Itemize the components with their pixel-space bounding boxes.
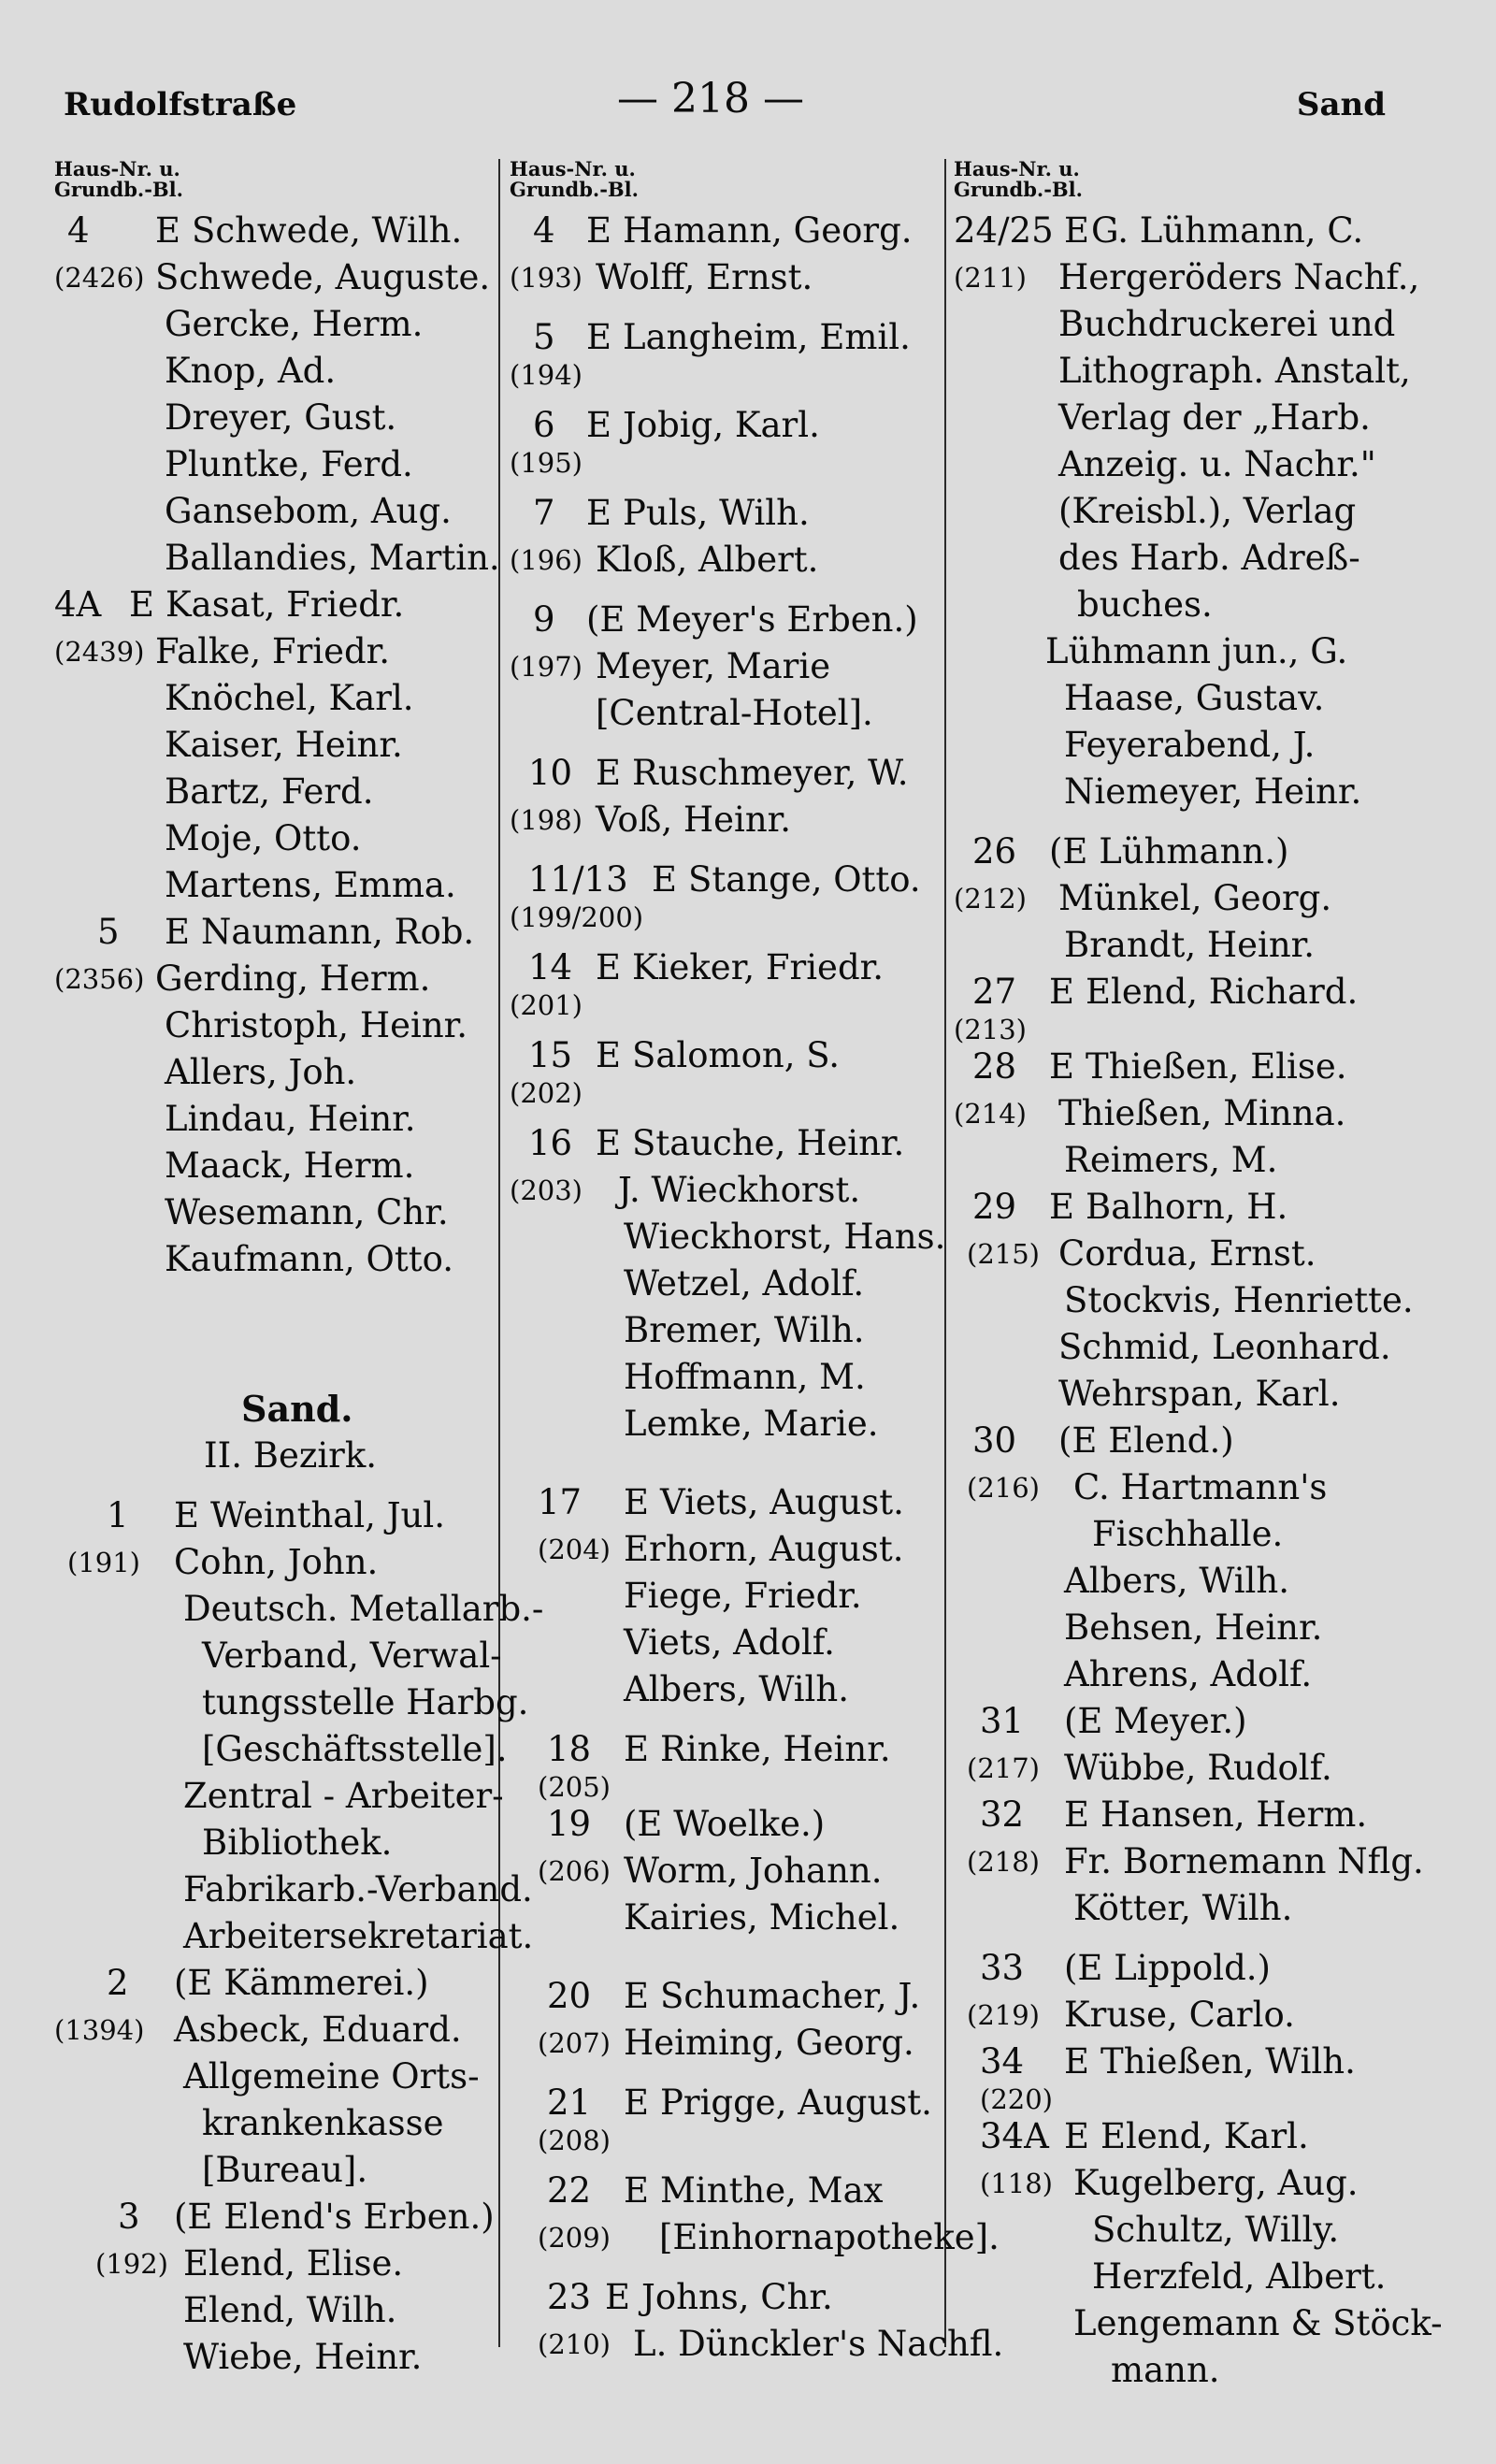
house-number: 7: [533, 493, 555, 533]
house-entry: [54, 2194, 494, 2381]
owner-name: Stange, Otto.: [688, 859, 921, 900]
owner-name: Schwede, Wilh.: [192, 210, 463, 251]
house-number: 4: [533, 210, 555, 251]
resident: Fr. Bornemann Nflg.: [1064, 1841, 1424, 1881]
grundbuch-number: (210): [538, 2328, 611, 2360]
resident: Heiming, Georg.: [624, 2023, 914, 2063]
resident: Schwede, Auguste.: [155, 257, 491, 297]
resident: Fabrikarb.-Verband.: [183, 1869, 533, 1909]
owner-name: (E Woelke.): [624, 1804, 826, 1844]
grundbuch-number: (203): [510, 1174, 583, 1206]
grundbuch-number: (218): [967, 1846, 1040, 1878]
grundbuch-number: (2439): [54, 636, 145, 668]
owner-name: Schumacher, J.: [660, 1976, 921, 2016]
owner-mark: E: [129, 584, 155, 625]
house-entry: [954, 208, 1440, 815]
house-entry: [510, 2168, 1000, 2261]
grundbuch-number: (212): [954, 883, 1027, 915]
owner-name: Rinke, Heinr.: [660, 1729, 891, 1769]
house-number: 32: [980, 1794, 1025, 1835]
house-entry: [510, 944, 944, 1019]
resident: Cordua, Ernst.: [1058, 1233, 1316, 1274]
owner-name: Thießen, Elise.: [1086, 1046, 1347, 1087]
owner-name: Jobig, Karl.: [623, 405, 820, 445]
house-entry: [954, 1044, 1440, 1184]
owner-name: Kasat, Friedr.: [165, 584, 405, 625]
resident: Kugelberg, Aug.: [1073, 2163, 1359, 2203]
resident: Christoph, Heinr.: [165, 1005, 468, 1045]
resident: Feyerabend, J.: [1064, 725, 1316, 765]
resident: Münkel, Georg.: [1058, 878, 1332, 918]
resident: krankenkasse: [202, 2103, 444, 2143]
grundbuch-number: (196): [510, 544, 583, 576]
house-entry: [510, 490, 944, 584]
grundbuch-number: (208): [538, 2125, 611, 2156]
owner-mark: E: [624, 2082, 650, 2123]
resident: Gerding, Herm.: [155, 958, 431, 999]
column-head: Haus-Nr. u. Grundb.-Bl.: [954, 157, 1083, 201]
house-number: 2: [107, 1963, 129, 2003]
resident: Moje, Otto.: [165, 818, 362, 858]
house-entry: [54, 1960, 494, 2194]
resident: Hergeröders Nachf.,: [1058, 257, 1420, 297]
house-number: 34: [980, 2041, 1025, 2082]
owner-name: (E Meyer's Erben.): [586, 599, 918, 640]
house-number: 5: [97, 912, 120, 952]
grundbuch-number: (219): [967, 1999, 1040, 2031]
owner-name: Langheim, Emil.: [623, 317, 911, 357]
resident: Voß, Heinr.: [596, 800, 792, 840]
column-1: [54, 157, 544, 2381]
house-entry: [510, 1801, 944, 1941]
resident: Schultz, Willy.: [1092, 2210, 1340, 2250]
resident: Gercke, Herm.: [165, 304, 424, 344]
resident: Lindau, Heinr.: [165, 1099, 416, 1139]
resident: Kloß, Albert.: [596, 540, 819, 580]
house-entry: [510, 208, 944, 301]
owner-mark: E: [1049, 1046, 1075, 1087]
grundbuch-number: (213): [954, 1014, 1027, 1045]
house-entry: [510, 314, 944, 389]
owner-mark: E: [1064, 2041, 1090, 2082]
resident: Erhorn, August.: [624, 1529, 904, 1569]
house-entry: [954, 829, 1440, 969]
grundbuch-number: (206): [538, 1855, 611, 1887]
owner-mark: E: [605, 2277, 631, 2317]
resident: Knöchel, Karl.: [165, 678, 414, 718]
grundbuch-number: (205): [538, 1771, 611, 1803]
house-entry: [510, 1726, 944, 1801]
house-number: 31: [980, 1701, 1025, 1741]
owner-mark: E: [1064, 210, 1090, 251]
house-entry: [54, 582, 494, 909]
house-number: 4A: [54, 584, 102, 625]
house-entry: [954, 969, 1440, 1044]
resident: Verlag der „Harb.: [1058, 397, 1371, 438]
owner-name: G. Lühmann, C.: [1091, 210, 1364, 251]
house-number: 6: [533, 405, 555, 445]
resident: Arbeitersekretariat.: [183, 1916, 534, 1956]
house-entry: [510, 2274, 1004, 2368]
grundbuch-number: (2356): [54, 963, 145, 995]
resident: Niemeyer, Heinr.: [1064, 771, 1362, 812]
owner-name: Ruschmeyer, W.: [632, 753, 909, 793]
house-entry: [954, 2113, 1443, 2394]
house-entry: [510, 857, 944, 931]
owner-name: Puls, Wilh.: [623, 493, 810, 533]
resident: Verband, Verwal-: [202, 1635, 502, 1676]
owner-name: Weinthal, Jul.: [210, 1495, 445, 1535]
owner-name: Naumann, Rob.: [201, 912, 475, 952]
house-number: 21: [547, 2082, 592, 2123]
house-entry: [954, 1945, 1440, 2039]
owner-mark: E: [155, 210, 181, 251]
grundbuch-number: (118): [980, 2168, 1053, 2199]
house-number: 24/25: [954, 210, 1054, 251]
resident: Wolff, Ernst.: [596, 257, 813, 297]
house-number: 10: [528, 753, 573, 793]
owner-name: Prigge, August.: [660, 2082, 932, 2123]
owner-mark: E: [624, 1729, 650, 1769]
district-title: II. Bezirk.: [204, 1435, 378, 1476]
house-entry: [510, 1032, 944, 1107]
house-number: 27: [972, 972, 1017, 1012]
street-heading-left: Rudolfstraße: [64, 86, 297, 123]
owner-name: Minthe, Max: [660, 2170, 884, 2211]
house-number: 14: [528, 947, 573, 987]
resident: Maack, Herm.: [165, 1146, 415, 1186]
house-number: 1: [107, 1495, 129, 1535]
resident: Lithograph. Anstalt,: [1058, 351, 1411, 391]
owner-name: Balhorn, H.: [1086, 1187, 1288, 1227]
resident: Lühmann jun., G.: [1045, 631, 1348, 671]
owner-name: Hansen, Herm.: [1100, 1794, 1368, 1835]
house-entry: [510, 597, 944, 737]
resident: Anzeig. u. Nachr.": [1058, 444, 1376, 484]
grundbuch-number: (197): [510, 651, 583, 683]
grundbuch-number: (1394): [54, 2014, 145, 2046]
resident: Bartz, Ferd.: [165, 771, 374, 812]
resident: Elend, Wilh.: [183, 2290, 397, 2330]
resident: Fiege, Friedr.: [624, 1576, 862, 1616]
resident: Pluntke, Ferd.: [165, 444, 413, 484]
house-entry: [954, 1698, 1440, 1792]
resident: Schmid, Leonhard.: [1058, 1327, 1391, 1367]
resident: Falke, Friedr.: [155, 631, 391, 671]
resident: Wetzel, Adolf.: [624, 1263, 865, 1304]
owner-name: Johns, Chr.: [641, 2277, 833, 2317]
resident: des Harb. Adreß-: [1058, 538, 1360, 578]
resident: Cohn, John.: [174, 1542, 379, 1582]
resident: Allers, Joh.: [165, 1052, 357, 1092]
resident: Dreyer, Gust.: [165, 397, 397, 438]
resident: Viets, Adolf.: [624, 1622, 835, 1663]
resident: Ahrens, Adolf.: [1064, 1654, 1313, 1694]
column-divider: [498, 159, 500, 2347]
house-number: 11/13: [528, 859, 628, 900]
column-3: [954, 157, 1443, 2394]
resident: Asbeck, Eduard.: [174, 2010, 462, 2050]
resident: [Einhornapotheke].: [659, 2217, 1000, 2257]
owner-mark: E: [1064, 1794, 1090, 1835]
resident: Allgemeine Orts-: [183, 2056, 480, 2097]
owner-mark: E: [1049, 1187, 1075, 1227]
resident: Reimers, M.: [1064, 1140, 1278, 1180]
grundbuch-number: (194): [510, 359, 583, 391]
owner-mark: E: [596, 1035, 622, 1075]
grundbuch-number: (192): [95, 2248, 168, 2280]
house-number: 16: [528, 1123, 573, 1163]
resident: Hoffmann, M.: [624, 1357, 866, 1397]
owner-name: (E Kämmerei.): [174, 1963, 429, 2003]
resident: Lemke, Marie.: [624, 1404, 879, 1444]
resident: Fischhalle.: [1092, 1514, 1284, 1554]
column-head: Haus-Nr. u. Grundb.-Bl.: [510, 157, 639, 201]
resident: Herzfeld, Albert.: [1092, 2256, 1387, 2297]
grundbuch-number: (216): [967, 1472, 1040, 1504]
house-number: 30: [972, 1420, 1017, 1461]
resident: (Kreisbl.), Verlag: [1058, 491, 1357, 531]
house-number: 5: [533, 317, 555, 357]
house-entry: [510, 1120, 944, 1448]
owner-mark: E: [1064, 2116, 1090, 2156]
grundbuch-number: (209): [538, 2222, 611, 2254]
resident: Deutsch. Metallarb.-: [183, 1589, 544, 1629]
resident: Thießen, Minna.: [1058, 1093, 1346, 1133]
grundbuch-number: (207): [538, 2027, 611, 2059]
owner-name: Kieker, Friedr.: [632, 947, 885, 987]
resident: Haase, Gustav.: [1064, 678, 1325, 718]
owner-name: (E Lühmann.): [1049, 831, 1289, 872]
resident: Lengemann & Stöck-: [1073, 2303, 1443, 2343]
street-heading-right: Sand: [1296, 86, 1386, 123]
house-entry: [510, 750, 944, 843]
resident: Bremer, Wilh.: [624, 1310, 865, 1350]
grundbuch-number: (195): [510, 447, 583, 479]
owner-name: Stauche, Heinr.: [632, 1123, 905, 1163]
resident: Zentral - Arbeiter-: [183, 1776, 504, 1816]
resident: Worm, Johann.: [624, 1851, 883, 1891]
owner-mark: E: [652, 859, 678, 900]
grundbuch-number: (204): [538, 1534, 611, 1565]
house-number: 34A: [980, 2116, 1049, 2156]
grundbuch-number: (220): [980, 2083, 1053, 2115]
resident: Martens, Emma.: [165, 865, 456, 905]
resident: [Geschäftsstelle].: [202, 1729, 508, 1769]
house-entry: [954, 1418, 1440, 1698]
owner-name: Elend, Karl.: [1100, 2116, 1309, 2156]
resident: Wübbe, Rudolf.: [1064, 1748, 1332, 1788]
resident: L. Dünckler's Nachfl.: [633, 2324, 1004, 2364]
owner-mark: E: [586, 210, 612, 251]
resident: Ballandies, Martin.: [165, 538, 500, 578]
resident: tungsstelle Harbg.: [202, 1682, 529, 1722]
grundbuch-number: (217): [967, 1752, 1040, 1784]
resident: Albers, Wilh.: [624, 1669, 849, 1709]
house-number: 18: [547, 1729, 592, 1769]
owner-name: (E Meyer.): [1064, 1701, 1247, 1741]
resident: [Central-Hotel].: [596, 693, 873, 733]
house-entry: [54, 909, 494, 1283]
resident: Wiebe, Heinr.: [183, 2337, 423, 2377]
resident: Kaiser, Heinr.: [165, 725, 403, 765]
resident: buches.: [1077, 584, 1213, 625]
owner-name: Elend, Richard.: [1086, 972, 1359, 1012]
grundbuch-number: (211): [954, 262, 1027, 294]
resident: Behsen, Heinr.: [1064, 1607, 1323, 1648]
grundbuch-number: (2426): [54, 262, 145, 294]
owner-mark: E: [596, 753, 622, 793]
resident: Kötter, Wilh.: [1073, 1888, 1293, 1928]
resident: Kairies, Michel.: [624, 1897, 900, 1938]
resident: mann.: [1111, 2350, 1220, 2390]
owner-name: Thießen, Wilh.: [1100, 2041, 1356, 2082]
owner-name: Viets, August.: [660, 1482, 904, 1522]
house-number: 28: [972, 1046, 1017, 1087]
resident: Stockvis, Henriette.: [1064, 1280, 1414, 1320]
house-number: 15: [528, 1035, 573, 1075]
grundbuch-number: (202): [510, 1077, 583, 1109]
resident: Wieckhorst, Hans.: [624, 1217, 946, 1257]
owner-mark: E: [624, 1482, 650, 1522]
house-number: 17: [538, 1482, 583, 1522]
house-entry: [54, 1492, 544, 1960]
resident: Gansebom, Aug.: [165, 491, 452, 531]
resident: Wehrspan, Karl.: [1058, 1374, 1341, 1414]
house-number: 33: [980, 1948, 1025, 1988]
resident: Albers, Wilh.: [1064, 1561, 1289, 1601]
owner-mark: E: [596, 947, 622, 987]
house-entry: [510, 1973, 944, 2067]
resident: Wesemann, Chr.: [165, 1192, 449, 1232]
resident: Brandt, Heinr.: [1064, 925, 1316, 965]
grundbuch-number: (201): [510, 989, 583, 1021]
owner-name: (E Elend.): [1058, 1420, 1234, 1461]
resident: [Bureau].: [202, 2150, 368, 2190]
house-number: 26: [972, 831, 1017, 872]
house-number: 20: [547, 1976, 592, 2016]
owner-name: (E Lippold.): [1064, 1948, 1271, 1988]
house-entry: [510, 402, 944, 477]
house-entry: [954, 1792, 1440, 1932]
resident: Buchdruckerei und: [1058, 304, 1396, 344]
resident: Kaufmann, Otto.: [165, 1239, 454, 1279]
house-entry: [54, 208, 500, 582]
owner-mark: E: [586, 493, 612, 533]
page-number: — 218 —: [617, 75, 804, 122]
resident: Elend, Elise.: [183, 2243, 404, 2284]
owner-mark: E: [624, 1976, 650, 2016]
house-number: 4: [67, 210, 90, 251]
owner-mark: E: [174, 1495, 200, 1535]
house-number: 3: [118, 2197, 140, 2237]
owner-name: (E Elend's Erben.): [174, 2197, 495, 2237]
owner-mark: E: [586, 405, 612, 445]
resident: Knop, Ad.: [165, 351, 337, 391]
resident: C. Hartmann's: [1073, 1467, 1328, 1507]
owner-name: Salomon, S.: [632, 1035, 841, 1075]
house-entry: [954, 1184, 1440, 1418]
house-number: 19: [547, 1804, 592, 1844]
house-number: 22: [547, 2170, 592, 2211]
house-entry: [954, 2039, 1440, 2113]
grundbuch-number: (199/200): [510, 901, 644, 933]
owner-name: Hamann, Georg.: [623, 210, 913, 251]
house-entry: [510, 1479, 944, 1713]
house-entry: [510, 2080, 944, 2154]
grundbuch-number: (191): [67, 1547, 140, 1578]
owner-mark: E: [596, 1123, 622, 1163]
grundbuch-number: (193): [510, 262, 583, 294]
grundbuch-number: (198): [510, 804, 583, 836]
resident: Bibliothek.: [202, 1823, 393, 1863]
grundbuch-number: (215): [967, 1238, 1040, 1270]
section-title: Sand.: [241, 1388, 353, 1430]
resident: J. Wieckhorst.: [618, 1170, 861, 1210]
column-head: Haus-Nr. u. Grundb.-Bl.: [54, 157, 183, 201]
owner-mark: E: [624, 2170, 650, 2211]
owner-mark: E: [165, 912, 191, 952]
owner-mark: E: [1049, 972, 1075, 1012]
house-number: 9: [533, 599, 555, 640]
resident: Meyer, Marie: [596, 646, 831, 686]
resident: Kruse, Carlo.: [1064, 1995, 1295, 2035]
owner-mark: E: [586, 317, 612, 357]
house-number: 23: [547, 2277, 592, 2317]
house-number: 29: [972, 1187, 1017, 1227]
grundbuch-number: (214): [954, 1098, 1027, 1130]
